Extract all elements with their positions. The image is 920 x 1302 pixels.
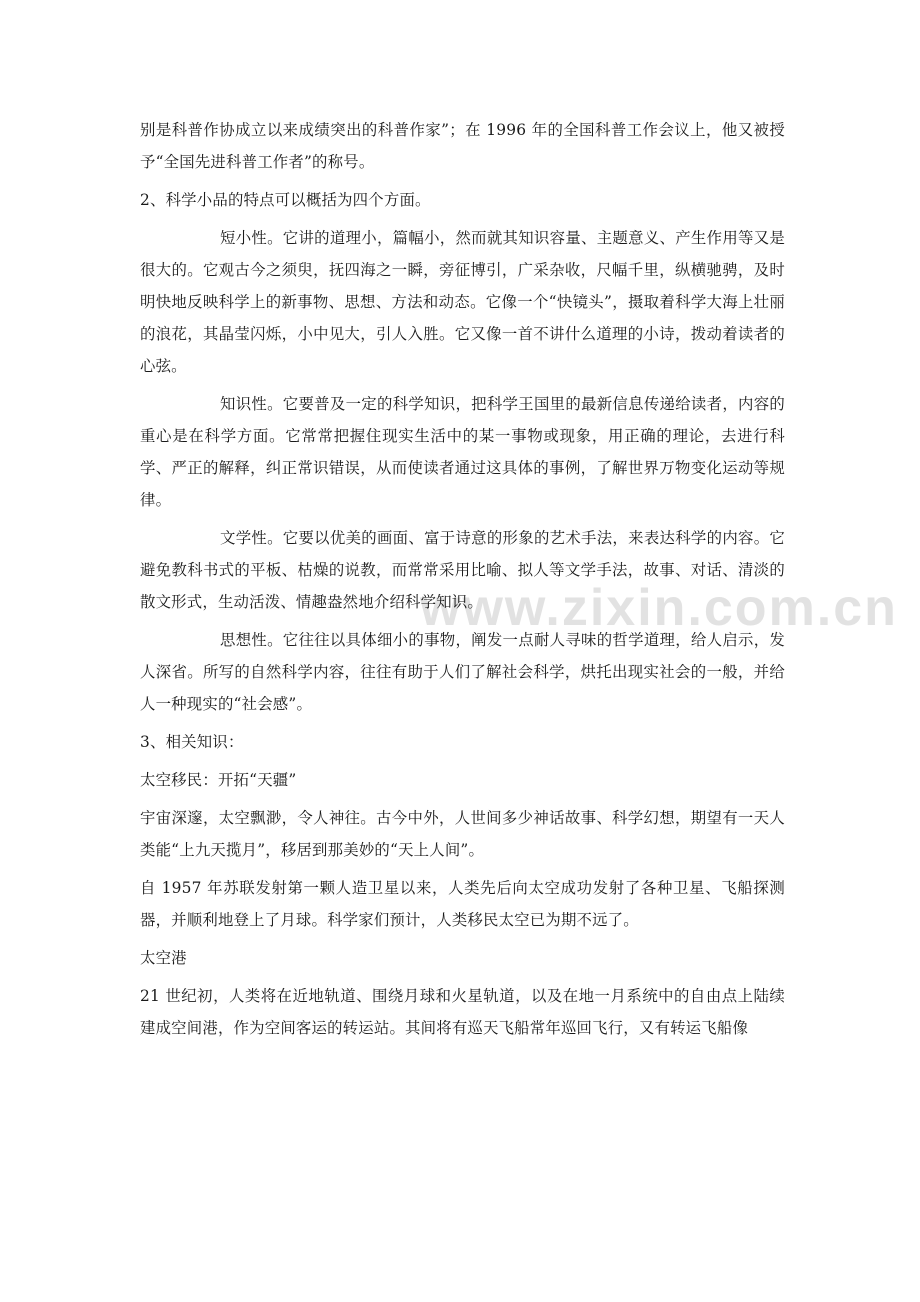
paragraph-8: 太空移民：开拓“天疆” <box>140 771 297 789</box>
paragraph-4: 知识性。它要普及一定的科学知识，把科学王国里的最新信息传递给读者，内容的重心是在科学方面。它常常把握住现实生活中的某一事物或现象，用正确的理论，去进行科学、严正的解释，纠正常识错误，从而使读者通过这具体的事例，了解世界万物变化运动等规律。 <box>140 395 785 509</box>
paragraph-11: 太空港 <box>140 949 187 967</box>
paragraph-1: 别是科普作协成立以来成绩突出的科普作家”；在 1996 年的全国科普工作会议上，他又被授予“全国先进科普工作者”的称号。 <box>140 121 785 171</box>
paragraph-7: 3、相关知识： <box>140 733 244 751</box>
paragraph-2: 2、科学小品的特点可以概括为四个方面。 <box>140 191 431 209</box>
paragraph-5: 文学性。它要以优美的画面、富于诗意的形象的艺术手法，来表达科学的内容。它避免教科书式的平板、枯燥的说教，而常常采用比喻、拟人等文学手法，故事、对话、清淡的散文形式，生动活泼、情趣盎然地介绍科学知识。 <box>140 529 785 611</box>
paragraph-12: 21 世纪初，人类将在近地轨道、围绕月球和火星轨道，以及在地一月系统中的自由点上陆续建成空间港，作为空间客运的转运站。其间将有巡天飞船常年巡回飞行，又有转运飞船像 <box>140 987 785 1037</box>
document-body <box>140 114 785 1050</box>
paragraph-3: 短小性。它讲的道理小，篇幅小，然而就其知识容量、主题意义、产生作用等又是很大的。它观古今之须臾，抚四海之一瞬，旁征博引，广采杂收，尺幅千里，纵横驰骋，及时明快地反映科学上的新事物、思想、方法和动态。它像一个“快镜头”，摄取着科学大海上壮丽的浪花，其晶莹闪烁，小中见大，引人入胜。它又像一首不讲什么道理的小诗，拨动着读者的心弦。 <box>140 229 785 375</box>
paragraph-6: 思想性。它往往以具体细小的事物，阐发一点耐人寻味的哲学道理，给人启示，发人深省。所写的自然科学内容，往往有助于人们了解社会科学，烘托出现实社会的一般，并给人一种现实的“社会感”。 <box>140 631 785 713</box>
watermark-text: www.zixin.com.cn <box>420 579 898 637</box>
paragraph-10: 自 1957 年苏联发射第一颗人造卫星以来，人类先后向太空成功发射了各种卫星、飞船探测器，并顺利地登上了月球。科学家们预计，人类移民太空已为期不远了。 <box>140 879 785 929</box>
paragraph-9: 宇宙深邃，太空飘渺，令人神往。古今中外，人世间多少神话故事、科学幻想，期望有一天人类能“上九天揽月”，移居到那美妙的“天上人间”。 <box>140 809 785 859</box>
